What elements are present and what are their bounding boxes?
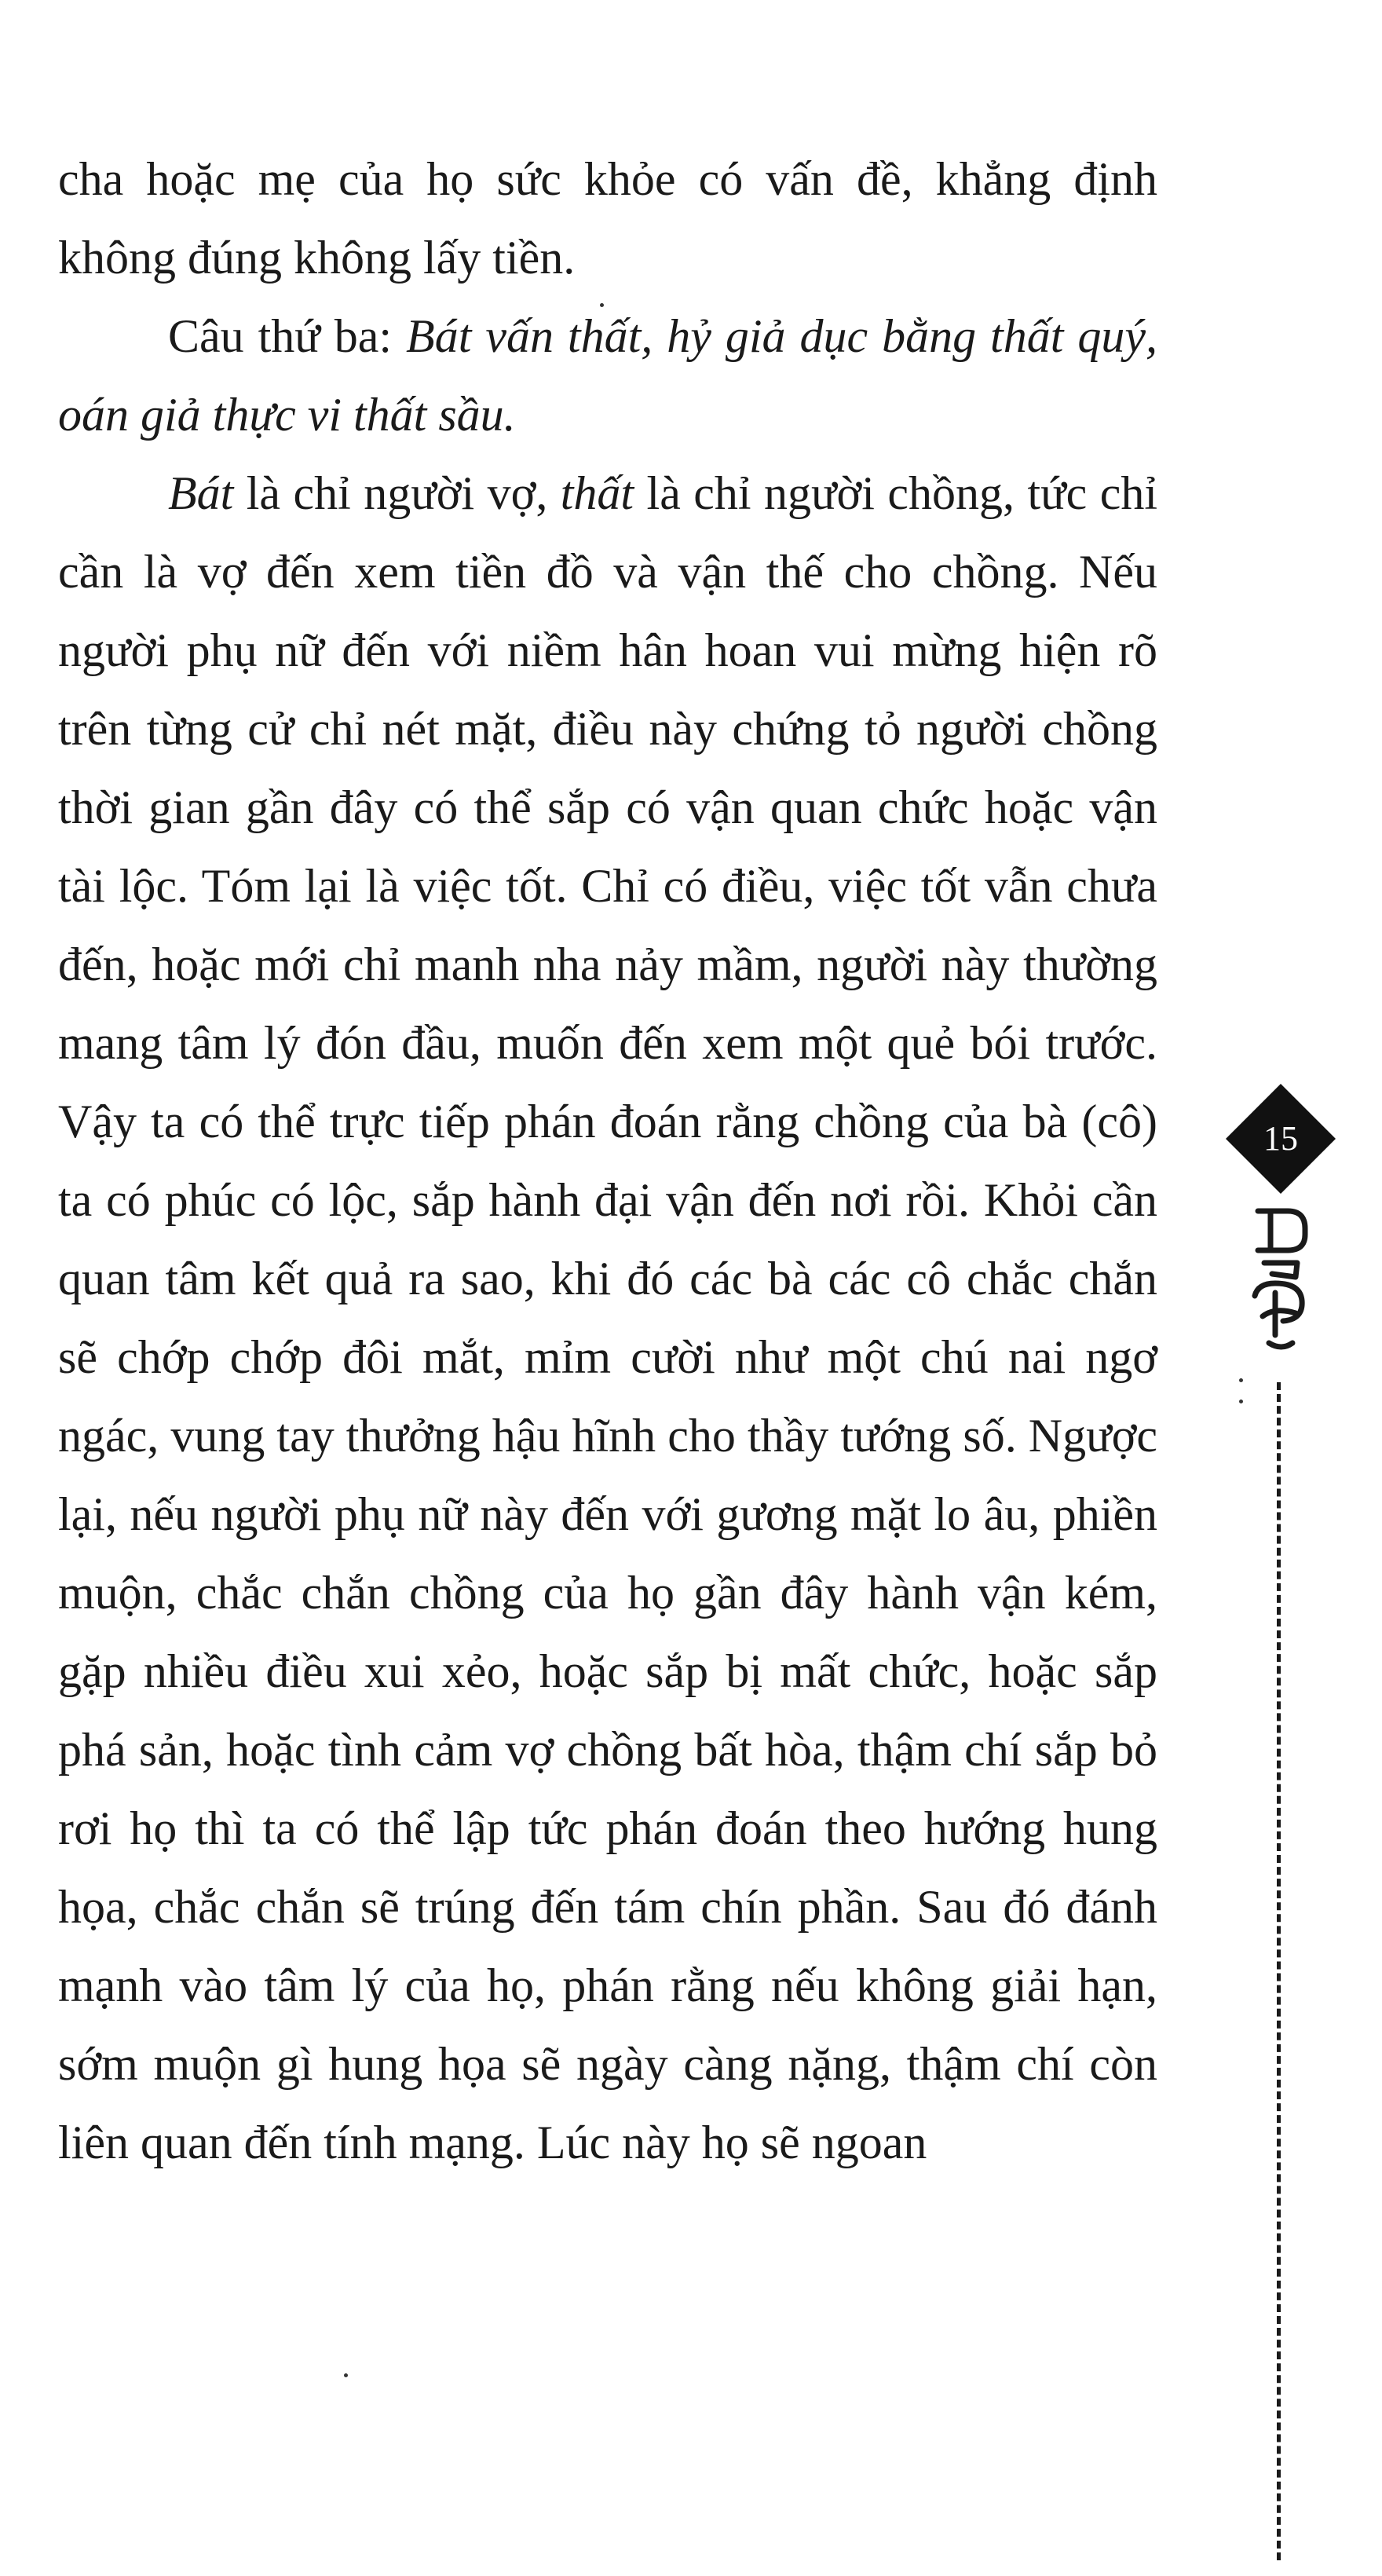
print-speck (1239, 1378, 1243, 1382)
paragraph-3-run-3-italic: thất (560, 467, 634, 519)
paragraph-2-run-2-italic: Bát vấn thất, hỷ giả dục bằng thất quý, oán giả thực vi thất sầu. (58, 310, 1157, 441)
paragraph-1-run-1: cha hoặc mẹ của họ sức khỏe có vấn đề, khẳng định không đúng không lấy tiền. (58, 153, 1157, 284)
paragraph-3-run-1-italic: Bát (168, 467, 234, 519)
body-text (58, 140, 1157, 2182)
paragraph-3-run-2: là chỉ người vợ, (233, 467, 561, 519)
page-number: 15 (1263, 1119, 1298, 1158)
book-logo-icon (1241, 1202, 1319, 1359)
print-speck (1239, 1400, 1243, 1403)
paragraph-3-run-4: là chỉ người chồng, tức chỉ cần là vợ đến xem tiền đồ và vận thế cho chồng. Nếu người phụ nữ đến với niềm hân hoan vui mừng hiện rõ trên từng cử chỉ nét mặt, điều này chứng tỏ người chồng thời gian gần đây có thể sắp có vận quan chức hoặc vận tài lộc. Tóm lại là việc tốt. Chỉ có điều, việc tốt vẫn chưa đến, hoặc mới chỉ manh nha nảy mầm, người này thường mang tâm lý đón đầu, muốn đến xem một quẻ bói trước. Vậy ta có thể trực tiếp phán đoán rằng chồng của bà (cô) ta có phúc có lộc, sắp hành đại vận đến nơi rồi. Khỏi cần quan tâm kết quả ra sao, khi đó các bà các cô chắc chắn sẽ chớp chớp đôi mắt, mỉm cười như một chú nai ngơ ngác, vung tay thưởng hậu hĩnh cho thầy tướng số. Ngược lại, nếu người phụ nữ này đến với gương mặt lo âu, phiền muộn, chắc chắn chồng của họ gần đây hành vận kém, gặp nhiều điều xui xẻo, hoặc sắp bị mất chức, hoặc sắp phá sản, hoặc tình cảm vợ chồng bất hòa, thậm chí sắp bỏ rơi họ thì ta có thể lập tức phán đoán theo hướng hung họa, chắc chắn sẽ trúng đến tám chín phần. Sau đó đánh mạnh vào tâm lý của họ, phán rằng nếu không giải hạn, sớm muộn gì hung họa sẽ ngày càng nặng, thậm chí còn liên quan đến tính mạng. Lúc này họ sẽ ngoan (58, 467, 1157, 2168)
paragraph-3 (58, 454, 1157, 2182)
paragraph-1 (58, 140, 1157, 297)
print-speck (600, 303, 604, 307)
paragraph-2-run-1: Câu thứ ba: (168, 310, 407, 362)
print-speck (344, 2373, 348, 2377)
dashed-margin-rule (1277, 1382, 1281, 2560)
paragraph-2 (58, 297, 1157, 454)
